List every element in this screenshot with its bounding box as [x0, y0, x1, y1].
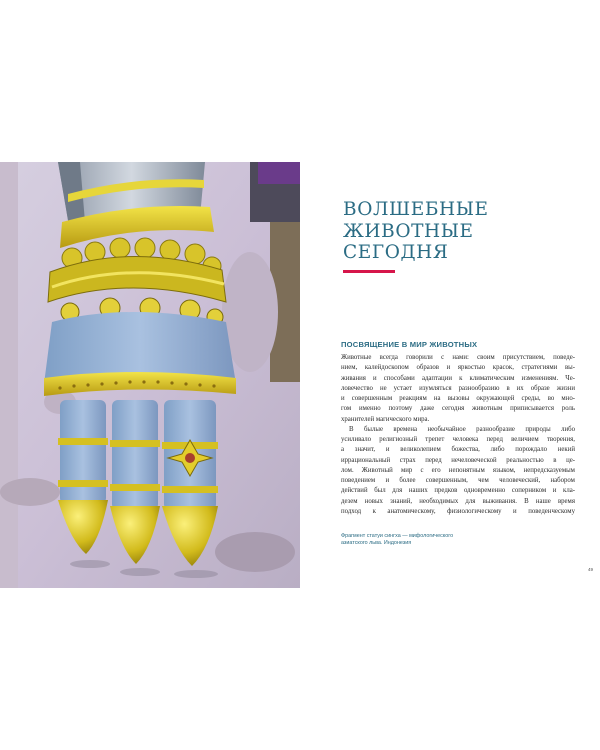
- chapter-title-line: ЖИВОТНЫЕ: [343, 220, 474, 242]
- title-accent-rule: [343, 270, 395, 273]
- body-line: усиливало религиозный трепет человека перед величием творения,: [341, 436, 575, 443]
- body-line: дезем новых знаний, необходимых для выживания. В наше время: [341, 497, 575, 505]
- chapter-title: [343, 199, 583, 264]
- body-line: подход к анатомическому, физиологическому и поведенческому: [341, 507, 575, 515]
- body-line: живания и способами адаптации к климатическим изменениям. Че-: [341, 374, 575, 382]
- body-line: а значит, и великолепием божества, либо порождало некий: [341, 446, 575, 454]
- body-line: хранителей магического мира.: [341, 415, 430, 423]
- body-line: Животные всегда говорили с нами: своим присутствием, поведе-: [341, 354, 575, 361]
- statue-paw-photo: [0, 162, 300, 588]
- body-text: [341, 353, 575, 517]
- chapter-title-line: СЕГОДНЯ: [343, 242, 449, 263]
- right-page: [300, 0, 600, 750]
- body-line: поведением и более совершенным, чем человеческий, набором: [341, 477, 575, 484]
- body-line: гом именно поэтому даже сегодня животным приписывается роль: [341, 405, 575, 413]
- section-heading: ПОСВЯЩЕНИЕ В МИР ЖИВОТНЫХ: [341, 340, 478, 349]
- body-line: нием, калейдоскопом образов и яркостью красок, стратегиями вы-: [341, 364, 575, 372]
- body-line: иррациональный страх перед нечеловеческой реальностью в це-: [341, 456, 575, 464]
- body-line: лом. Животный мир с его непонятным языком, непредсказуемым: [341, 466, 575, 474]
- chapter-title-line: ВОЛШЕБНЫЕ: [343, 199, 489, 220]
- body-line: В былые времена необычайное разнообразие природы либо: [349, 425, 575, 433]
- photo-caption: Фрагмент статуи сингха — мифологического азиатского льва. Индонезия: [341, 533, 454, 547]
- body-line: ловечество не устает изумляться разнообразию в их образе жизни: [341, 384, 575, 392]
- body-line: и совершенным реакциям на вызовы окружающей среды, во мно-: [341, 395, 575, 402]
- body-line: действий был для наших предков одновременно соперником и кла-: [341, 487, 575, 495]
- page-number: 49: [588, 567, 594, 572]
